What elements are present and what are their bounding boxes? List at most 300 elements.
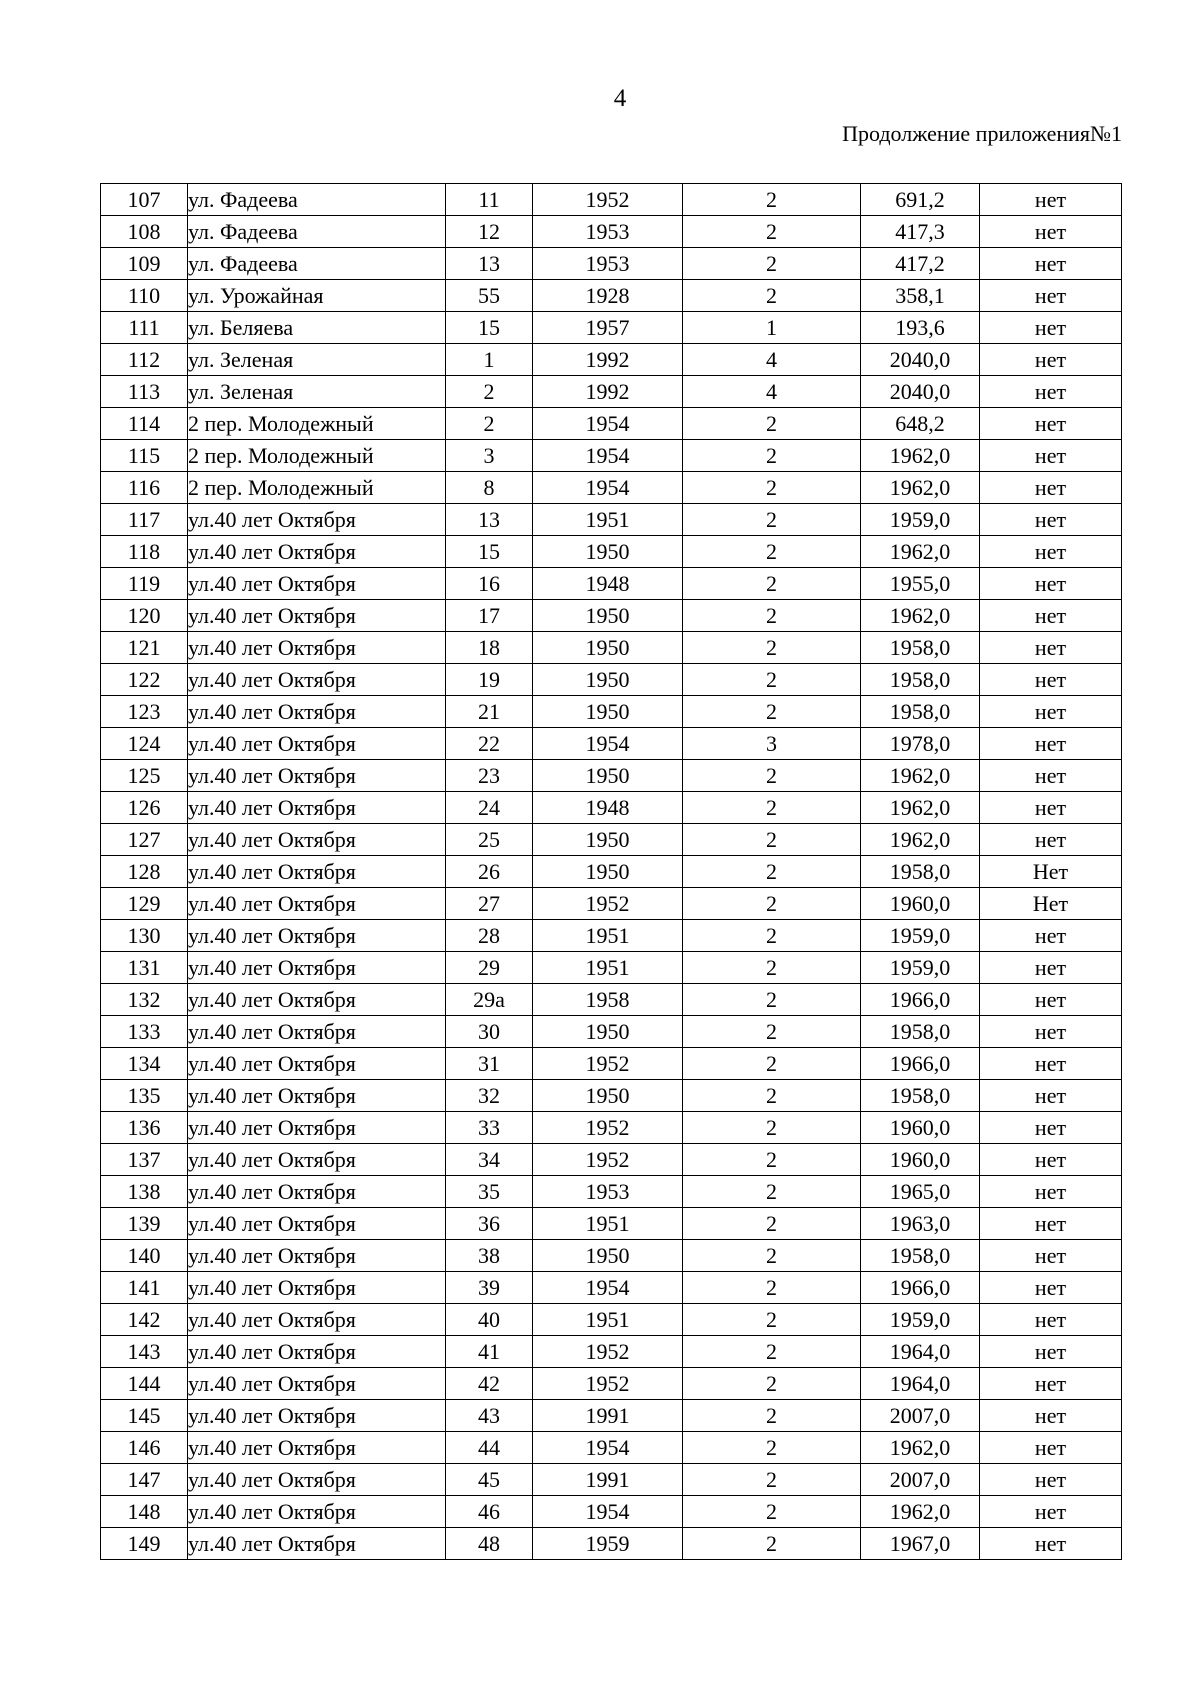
row-number-cell: 142 [101, 1304, 188, 1336]
row-number-cell: 109 [101, 248, 188, 280]
status-cell: нет [980, 376, 1122, 408]
table-row [101, 216, 1122, 248]
status-cell: нет [980, 920, 1122, 952]
build-year-cell: 1954 [533, 408, 683, 440]
house-number-cell: 31 [446, 1048, 533, 1080]
build-year-cell: 1951 [533, 1304, 683, 1336]
house-number-cell: 25 [446, 824, 533, 856]
area-cell: 417,3 [861, 216, 980, 248]
build-year-cell: 1928 [533, 280, 683, 312]
status-cell: нет [980, 1144, 1122, 1176]
house-number-cell: 45 [446, 1464, 533, 1496]
table-row [101, 184, 1122, 216]
build-year-cell: 1952 [533, 184, 683, 216]
status-cell: нет [980, 952, 1122, 984]
row-number-cell: 137 [101, 1144, 188, 1176]
house-number-cell: 48 [446, 1528, 533, 1560]
street-cell: ул. Фадеева [188, 184, 446, 216]
house-number-cell: 30 [446, 1016, 533, 1048]
row-number-cell: 129 [101, 888, 188, 920]
floors-cell: 4 [683, 344, 861, 376]
table-row [101, 1432, 1122, 1464]
house-number-cell: 29а [446, 984, 533, 1016]
floors-cell: 2 [683, 184, 861, 216]
build-year-cell: 1958 [533, 984, 683, 1016]
street-cell: 2 пер. Молодежный [188, 408, 446, 440]
house-number-cell: 8 [446, 472, 533, 504]
build-year-cell: 1951 [533, 952, 683, 984]
floors-cell: 2 [683, 1304, 861, 1336]
area-cell: 1962,0 [861, 1496, 980, 1528]
table-row [101, 920, 1122, 952]
area-cell: 358,1 [861, 280, 980, 312]
area-cell: 1958,0 [861, 664, 980, 696]
status-cell: нет [980, 216, 1122, 248]
build-year-cell: 1950 [533, 696, 683, 728]
build-year-cell: 1952 [533, 1368, 683, 1400]
status-cell: нет [980, 1432, 1122, 1464]
house-number-cell: 36 [446, 1208, 533, 1240]
build-year-cell: 1948 [533, 568, 683, 600]
row-number-cell: 115 [101, 440, 188, 472]
area-cell: 1960,0 [861, 888, 980, 920]
area-cell: 1967,0 [861, 1528, 980, 1560]
house-number-cell: 35 [446, 1176, 533, 1208]
build-year-cell: 1992 [533, 376, 683, 408]
build-year-cell: 1951 [533, 1208, 683, 1240]
floors-cell: 2 [683, 600, 861, 632]
area-cell: 1963,0 [861, 1208, 980, 1240]
table-row [101, 1304, 1122, 1336]
house-number-cell: 46 [446, 1496, 533, 1528]
street-cell: ул.40 лет Октября [188, 952, 446, 984]
row-number-cell: 140 [101, 1240, 188, 1272]
table-row [101, 1112, 1122, 1144]
status-cell: нет [980, 1464, 1122, 1496]
table-row [101, 1240, 1122, 1272]
street-cell: ул.40 лет Октября [188, 1368, 446, 1400]
floors-cell: 2 [683, 1144, 861, 1176]
table-row [101, 1336, 1122, 1368]
table-row [101, 568, 1122, 600]
floors-cell: 2 [683, 856, 861, 888]
street-cell: ул.40 лет Октября [188, 824, 446, 856]
row-number-cell: 125 [101, 760, 188, 792]
floors-cell: 2 [683, 1464, 861, 1496]
floors-cell: 2 [683, 1176, 861, 1208]
row-number-cell: 134 [101, 1048, 188, 1080]
status-cell: нет [980, 1304, 1122, 1336]
build-year-cell: 1950 [533, 824, 683, 856]
floors-cell: 2 [683, 1368, 861, 1400]
house-number-cell: 29 [446, 952, 533, 984]
area-cell: 1962,0 [861, 536, 980, 568]
table-row [101, 1496, 1122, 1528]
area-cell: 2040,0 [861, 344, 980, 376]
house-number-cell: 15 [446, 536, 533, 568]
row-number-cell: 112 [101, 344, 188, 376]
status-cell: нет [980, 1400, 1122, 1432]
build-year-cell: 1954 [533, 728, 683, 760]
floors-cell: 2 [683, 632, 861, 664]
table-row [101, 792, 1122, 824]
row-number-cell: 113 [101, 376, 188, 408]
house-number-cell: 21 [446, 696, 533, 728]
status-cell: нет [980, 984, 1122, 1016]
table-row [101, 1144, 1122, 1176]
street-cell: ул.40 лет Октября [188, 536, 446, 568]
house-number-cell: 1 [446, 344, 533, 376]
house-number-cell: 26 [446, 856, 533, 888]
floors-cell: 2 [683, 1208, 861, 1240]
street-cell: ул.40 лет Октября [188, 1272, 446, 1304]
area-cell: 2040,0 [861, 376, 980, 408]
street-cell: ул. Зеленая [188, 376, 446, 408]
floors-cell: 2 [683, 984, 861, 1016]
build-year-cell: 1991 [533, 1400, 683, 1432]
floors-cell: 2 [683, 504, 861, 536]
row-number-cell: 141 [101, 1272, 188, 1304]
house-number-cell: 13 [446, 504, 533, 536]
house-number-cell: 22 [446, 728, 533, 760]
table-row [101, 632, 1122, 664]
house-number-cell: 33 [446, 1112, 533, 1144]
house-number-cell: 42 [446, 1368, 533, 1400]
table-row [101, 408, 1122, 440]
row-number-cell: 144 [101, 1368, 188, 1400]
floors-cell: 2 [683, 216, 861, 248]
status-cell: нет [980, 696, 1122, 728]
floors-cell: 2 [683, 1048, 861, 1080]
street-cell: ул.40 лет Октября [188, 696, 446, 728]
floors-cell: 2 [683, 920, 861, 952]
area-cell: 1959,0 [861, 920, 980, 952]
status-cell: нет [980, 1048, 1122, 1080]
table-row [101, 856, 1122, 888]
house-number-cell: 40 [446, 1304, 533, 1336]
area-cell: 2007,0 [861, 1464, 980, 1496]
row-number-cell: 148 [101, 1496, 188, 1528]
build-year-cell: 1954 [533, 472, 683, 504]
street-cell: ул.40 лет Октября [188, 632, 446, 664]
street-cell: ул.40 лет Октября [188, 1528, 446, 1560]
house-number-cell: 28 [446, 920, 533, 952]
house-number-cell: 11 [446, 184, 533, 216]
area-cell: 691,2 [861, 184, 980, 216]
row-number-cell: 127 [101, 824, 188, 856]
floors-cell: 2 [683, 280, 861, 312]
build-year-cell: 1959 [533, 1528, 683, 1560]
status-cell: нет [980, 1176, 1122, 1208]
street-cell: ул.40 лет Октября [188, 1432, 446, 1464]
status-cell: нет [980, 1496, 1122, 1528]
house-number-cell: 3 [446, 440, 533, 472]
build-year-cell: 1950 [533, 600, 683, 632]
status-cell: нет [980, 408, 1122, 440]
floors-cell: 3 [683, 728, 861, 760]
house-number-cell: 38 [446, 1240, 533, 1272]
status-cell: нет [980, 1080, 1122, 1112]
build-year-cell: 1953 [533, 1176, 683, 1208]
floors-cell: 2 [683, 1528, 861, 1560]
house-number-cell: 15 [446, 312, 533, 344]
street-cell: ул.40 лет Октября [188, 1176, 446, 1208]
floors-cell: 2 [683, 568, 861, 600]
build-year-cell: 1952 [533, 888, 683, 920]
row-number-cell: 119 [101, 568, 188, 600]
area-cell: 1960,0 [861, 1144, 980, 1176]
table-row [101, 824, 1122, 856]
street-cell: ул.40 лет Октября [188, 1080, 446, 1112]
row-number-cell: 132 [101, 984, 188, 1016]
area-cell: 2007,0 [861, 1400, 980, 1432]
status-cell: нет [980, 664, 1122, 696]
street-cell: ул.40 лет Октября [188, 1240, 446, 1272]
street-cell: ул.40 лет Октября [188, 1208, 446, 1240]
page-number: 4 [613, 85, 627, 112]
floors-cell: 2 [683, 1016, 861, 1048]
status-cell: нет [980, 760, 1122, 792]
table-row [101, 600, 1122, 632]
table-row [101, 376, 1122, 408]
table-row [101, 1528, 1122, 1560]
area-cell: 1966,0 [861, 1272, 980, 1304]
row-number-cell: 146 [101, 1432, 188, 1464]
area-cell: 1958,0 [861, 856, 980, 888]
street-cell: ул.40 лет Октября [188, 1048, 446, 1080]
floors-cell: 2 [683, 1080, 861, 1112]
status-cell: нет [980, 248, 1122, 280]
floors-cell: 2 [683, 536, 861, 568]
table-row [101, 1016, 1122, 1048]
status-cell: нет [980, 824, 1122, 856]
house-number-cell: 19 [446, 664, 533, 696]
area-cell: 417,2 [861, 248, 980, 280]
area-cell: 1958,0 [861, 696, 980, 728]
street-cell: ул.40 лет Октября [188, 1336, 446, 1368]
row-number-cell: 133 [101, 1016, 188, 1048]
house-number-cell: 43 [446, 1400, 533, 1432]
table-row [101, 664, 1122, 696]
table-row [101, 760, 1122, 792]
area-cell: 1958,0 [861, 1080, 980, 1112]
house-number-cell: 27 [446, 888, 533, 920]
build-year-cell: 1950 [533, 632, 683, 664]
floors-cell: 2 [683, 1336, 861, 1368]
area-cell: 193,6 [861, 312, 980, 344]
house-number-cell: 34 [446, 1144, 533, 1176]
floors-cell: 2 [683, 696, 861, 728]
status-cell: Нет [980, 856, 1122, 888]
build-year-cell: 1952 [533, 1336, 683, 1368]
area-cell: 1958,0 [861, 1016, 980, 1048]
status-cell: Нет [980, 888, 1122, 920]
street-cell: ул.40 лет Октября [188, 984, 446, 1016]
area-cell: 1964,0 [861, 1368, 980, 1400]
status-cell: нет [980, 1368, 1122, 1400]
row-number-cell: 123 [101, 696, 188, 728]
area-cell: 1962,0 [861, 824, 980, 856]
status-cell: нет [980, 600, 1122, 632]
house-number-cell: 17 [446, 600, 533, 632]
area-cell: 1962,0 [861, 600, 980, 632]
street-cell: ул.40 лет Октября [188, 1400, 446, 1432]
street-cell: ул.40 лет Октября [188, 568, 446, 600]
row-number-cell: 124 [101, 728, 188, 760]
row-number-cell: 138 [101, 1176, 188, 1208]
table-row [101, 1176, 1122, 1208]
table-row [101, 1464, 1122, 1496]
floors-cell: 2 [683, 1400, 861, 1432]
status-cell: нет [980, 1272, 1122, 1304]
street-cell: ул.40 лет Октября [188, 728, 446, 760]
build-year-cell: 1950 [533, 536, 683, 568]
area-cell: 1955,0 [861, 568, 980, 600]
house-number-cell: 32 [446, 1080, 533, 1112]
build-year-cell: 1950 [533, 856, 683, 888]
floors-cell: 2 [683, 1112, 861, 1144]
status-cell: нет [980, 440, 1122, 472]
row-number-cell: 135 [101, 1080, 188, 1112]
table-row [101, 1080, 1122, 1112]
street-cell: ул.40 лет Октября [188, 600, 446, 632]
house-number-cell: 55 [446, 280, 533, 312]
build-year-cell: 1951 [533, 504, 683, 536]
build-year-cell: 1950 [533, 760, 683, 792]
house-number-cell: 2 [446, 408, 533, 440]
house-number-cell: 24 [446, 792, 533, 824]
table-row [101, 888, 1122, 920]
house-number-cell: 12 [446, 216, 533, 248]
row-number-cell: 120 [101, 600, 188, 632]
house-number-cell: 39 [446, 1272, 533, 1304]
table-row [101, 696, 1122, 728]
row-number-cell: 149 [101, 1528, 188, 1560]
row-number-cell: 126 [101, 792, 188, 824]
area-cell: 1978,0 [861, 728, 980, 760]
row-number-cell: 139 [101, 1208, 188, 1240]
street-cell: ул.40 лет Октября [188, 1016, 446, 1048]
area-cell: 648,2 [861, 408, 980, 440]
floors-cell: 2 [683, 1272, 861, 1304]
build-year-cell: 1953 [533, 216, 683, 248]
street-cell: ул.40 лет Октября [188, 1464, 446, 1496]
status-cell: нет [980, 504, 1122, 536]
build-year-cell: 1950 [533, 1240, 683, 1272]
appendix-caption: Продолжение приложения№1 [842, 121, 1122, 146]
street-cell: ул. Беляева [188, 312, 446, 344]
street-cell: 2 пер. Молодежный [188, 472, 446, 504]
build-year-cell: 1948 [533, 792, 683, 824]
table-row [101, 344, 1122, 376]
floors-cell: 2 [683, 792, 861, 824]
table-row [101, 472, 1122, 504]
status-cell: нет [980, 1240, 1122, 1272]
row-number-cell: 108 [101, 216, 188, 248]
status-cell: нет [980, 184, 1122, 216]
street-cell: ул.40 лет Октября [188, 504, 446, 536]
status-cell: нет [980, 568, 1122, 600]
area-cell: 1959,0 [861, 952, 980, 984]
row-number-cell: 128 [101, 856, 188, 888]
table-row [101, 1048, 1122, 1080]
build-year-cell: 1954 [533, 1272, 683, 1304]
row-number-cell: 107 [101, 184, 188, 216]
floors-cell: 2 [683, 664, 861, 696]
area-cell: 1959,0 [861, 504, 980, 536]
floors-cell: 2 [683, 1240, 861, 1272]
house-number-cell: 2 [446, 376, 533, 408]
area-cell: 1962,0 [861, 440, 980, 472]
status-cell: нет [980, 728, 1122, 760]
table-body [101, 184, 1122, 1560]
build-year-cell: 1950 [533, 664, 683, 696]
build-year-cell: 1950 [533, 1080, 683, 1112]
status-cell: нет [980, 632, 1122, 664]
row-number-cell: 111 [101, 312, 188, 344]
street-cell: ул.40 лет Октября [188, 920, 446, 952]
build-year-cell: 1954 [533, 440, 683, 472]
area-cell: 1958,0 [861, 632, 980, 664]
street-cell: ул. Урожайная [188, 280, 446, 312]
house-number-cell: 44 [446, 1432, 533, 1464]
row-number-cell: 143 [101, 1336, 188, 1368]
street-cell: ул.40 лет Октября [188, 1112, 446, 1144]
status-cell: нет [980, 536, 1122, 568]
floors-cell: 2 [683, 1432, 861, 1464]
floors-cell: 2 [683, 760, 861, 792]
floors-cell: 2 [683, 1496, 861, 1528]
area-cell: 1958,0 [861, 1240, 980, 1272]
build-year-cell: 1991 [533, 1464, 683, 1496]
status-cell: нет [980, 1528, 1122, 1560]
build-year-cell: 1950 [533, 1016, 683, 1048]
build-year-cell: 1954 [533, 1432, 683, 1464]
table-row [101, 312, 1122, 344]
floors-cell: 4 [683, 376, 861, 408]
street-cell: ул.40 лет Октября [188, 856, 446, 888]
table-row [101, 984, 1122, 1016]
row-number-cell: 122 [101, 664, 188, 696]
build-year-cell: 1951 [533, 920, 683, 952]
floors-cell: 2 [683, 824, 861, 856]
table-row [101, 504, 1122, 536]
build-year-cell: 1957 [533, 312, 683, 344]
table-row [101, 1272, 1122, 1304]
row-number-cell: 147 [101, 1464, 188, 1496]
build-year-cell: 1952 [533, 1144, 683, 1176]
row-number-cell: 110 [101, 280, 188, 312]
floors-cell: 1 [683, 312, 861, 344]
street-cell: ул.40 лет Октября [188, 1304, 446, 1336]
house-number-cell: 18 [446, 632, 533, 664]
house-number-cell: 41 [446, 1336, 533, 1368]
street-cell: 2 пер. Молодежный [188, 440, 446, 472]
row-number-cell: 114 [101, 408, 188, 440]
status-cell: нет [980, 792, 1122, 824]
row-number-cell: 116 [101, 472, 188, 504]
row-number-cell: 130 [101, 920, 188, 952]
area-cell: 1962,0 [861, 760, 980, 792]
housing-register-table [100, 183, 1122, 1560]
floors-cell: 2 [683, 952, 861, 984]
house-number-cell: 13 [446, 248, 533, 280]
table-row [101, 1368, 1122, 1400]
status-cell: нет [980, 1016, 1122, 1048]
build-year-cell: 1954 [533, 1496, 683, 1528]
street-cell: ул.40 лет Октября [188, 1496, 446, 1528]
status-cell: нет [980, 1336, 1122, 1368]
